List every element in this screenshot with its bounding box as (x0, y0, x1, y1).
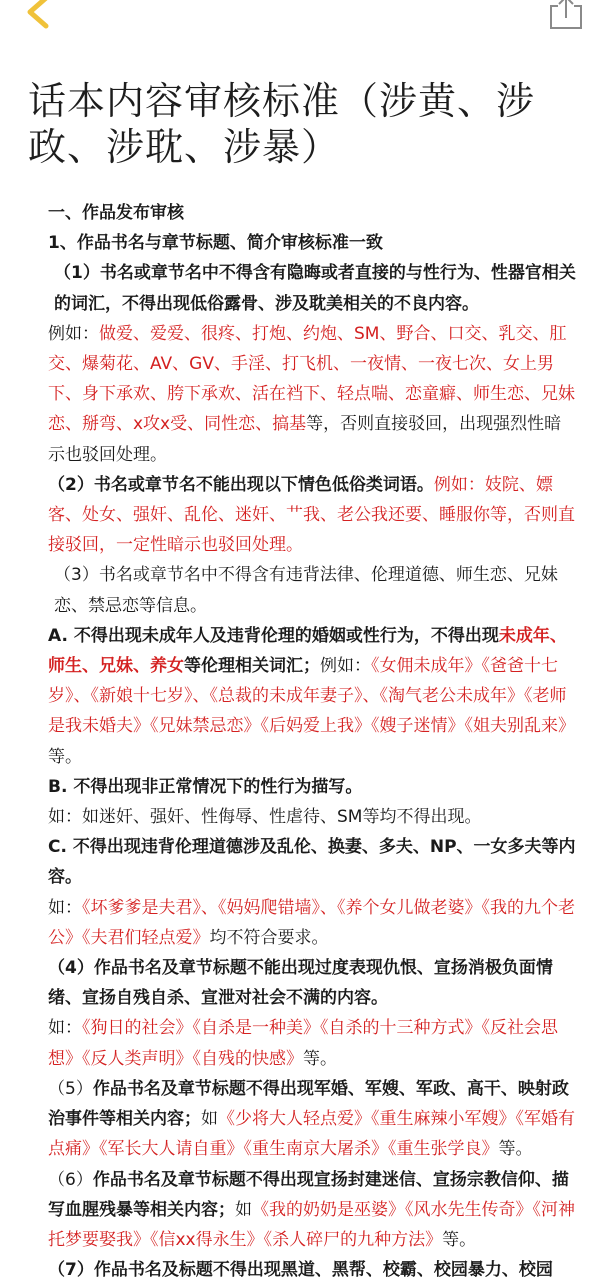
paragraph-c-text (48, 893, 576, 953)
paragraph-6-tail: 等。 (442, 1229, 477, 1250)
paragraph-4-text (48, 1013, 576, 1073)
paragraph-4-heading: （4）作品书名及章节标题不能出现过度表现仇恨、宣扬消极负面情绪、宣扬自残自杀、宣泄对社会不满的内容。 (48, 958, 553, 1009)
red-terms: 做爱、爱爱、很疼、打炮、约炮、SM、野合、口交、乳交、肛交、爆菊花、AV、GV、手淫、打飞机、一夜情、一夜七次、女上男下、身下承欢、胯下承欢、活在裆下、轻点喘、恋童癖、师生恋、兄妹恋、掰弯、x攻x受、同性恋、搞基 (48, 323, 575, 435)
paragraph-c-heading: C. 不得出现违背伦理道德涉及乱伦、换妻、多夫、NP、一女多夫等内容。 (48, 837, 576, 888)
example-tail: 等，否则直接驳回，出现强烈性暗示也驳回处理。 (48, 414, 562, 465)
paragraph-a-bold: A. 不得出现未成年人及违背伦理的婚姻或性行为，不得出现 (48, 625, 499, 646)
paragraph-b-text: 如：如迷奸、强奸、性侮辱、性虐待、SM等均不得出现。 (48, 807, 482, 828)
paragraph-1: （1）书名或章节名中不得含有隐晦或者直接的与性行为、性器官相关的词汇，不得出现低俗露骨、涉及耽美相关的不良内容。 (54, 263, 576, 314)
paragraph-5 (48, 1074, 576, 1165)
paragraph-2-bold: （2）书名或章节名不能出现以下情色低俗类词语。 (48, 474, 434, 495)
article-body (48, 198, 576, 1277)
paragraph-6-lead: （6） (48, 1169, 93, 1190)
paragraph-4-tail: 等。 (303, 1048, 337, 1069)
paragraph-2-red: 例如：妓院、嫖客、处女、强奸、乱伦、迷奸、艹我、老公我还要、睡服你等，否则直接驳回，一定性暗示也驳回处理。 (48, 474, 575, 556)
paragraph-3: （3）书名或章节名中不得含有违背法律、伦理道德、师生恋、兄妹恋、禁忌恋等信息。 (54, 565, 558, 616)
paragraph-2 (48, 470, 576, 561)
paragraph-a-red: 《女佣未成年》《爸爸十七岁》、《新娘十七岁》、《总裁的未成年妻子》、《淘气老公未成年》《老师是我未婚夫》《兄妹禁忌恋》《后妈爱上我》《嫂子迷情》《姐夫别乱来》 (48, 656, 575, 737)
paragraph-5-bold: 作品书名及章节标题不得出现军婚、军嫂、军政、高干、映射政治事件等相关内容； (48, 1078, 569, 1130)
paragraph-5-red: 《少将大人轻点爱》《重生麻辣小军嫂》《军婚有点痛》《军长大人请自重》《重生南京大屠杀》《重生张学良》 (48, 1109, 575, 1160)
paragraph-4-prefix: 如： (48, 1018, 82, 1039)
paragraph-6-prefix: 如 (235, 1199, 252, 1220)
paragraph-c-tail: 均不符合要求。 (209, 927, 329, 948)
share-button[interactable] (546, 0, 586, 32)
paragraph-1-examples (48, 319, 576, 470)
paragraph-a-bold-tail: 等伦理相关词汇； (184, 656, 320, 677)
paragraph-c-prefix: 如： (48, 897, 82, 918)
top-bar (0, 0, 616, 40)
back-button[interactable] (22, 0, 58, 36)
chevron-left-icon (22, 0, 58, 36)
paragraph-4-red: 《狗日的社会》《自杀是一种美》《自杀的十三种方式》《反社会思想》《反人类声明》《自残的快感》 (48, 1018, 558, 1069)
paragraph-a-tail: 等。 (48, 746, 82, 767)
section-heading: 一、作品发布审核 (48, 203, 184, 223)
paragraph-6-red: 《我的奶奶是巫婆》《风水先生传奇》《河神托梦要娶我》《信xx得永生》《杀人碎尸的九种方法》 (48, 1199, 575, 1250)
paragraph-5-tail: 等。 (498, 1139, 533, 1160)
paragraph-a (48, 621, 576, 772)
paragraph-5-lead: （5） (48, 1078, 93, 1099)
paragraph-a-prefix: 例如： (320, 656, 371, 677)
paragraph-6 (48, 1165, 576, 1256)
paragraph-b-heading: B. 不得出现非正常情况下的性行为描写。 (48, 776, 363, 797)
page-title: 话本内容审核标准（涉黄、涉政、涉耽、涉暴） (28, 79, 536, 169)
share-icon (546, 0, 586, 32)
item-1-heading: 1、作品书名与章节标题、简介审核标准一致 (48, 233, 383, 254)
paragraph-5-prefix: 如 (201, 1109, 218, 1130)
paragraph-7-partial: （7）作品书名及标题不得出现黑道、黑帮、校霸、校园暴力、校园 (48, 1260, 553, 1278)
paragraph-6-bold: 作品书名及章节标题不得出现宣扬封建迷信、宣扬宗教信仰、描写血腥残暴等相关内容； (48, 1169, 569, 1220)
example-prefix: 例如： (48, 323, 99, 344)
paragraph-c-red: 《坏爹爹是夫君》、《妈妈爬错墙》、《养个女儿做老婆》《我的九个老公》《夫君们轻点爱》 (48, 897, 575, 948)
paragraph-a-bold-red: 未成年、师生、兄妹、养女 (48, 625, 567, 677)
